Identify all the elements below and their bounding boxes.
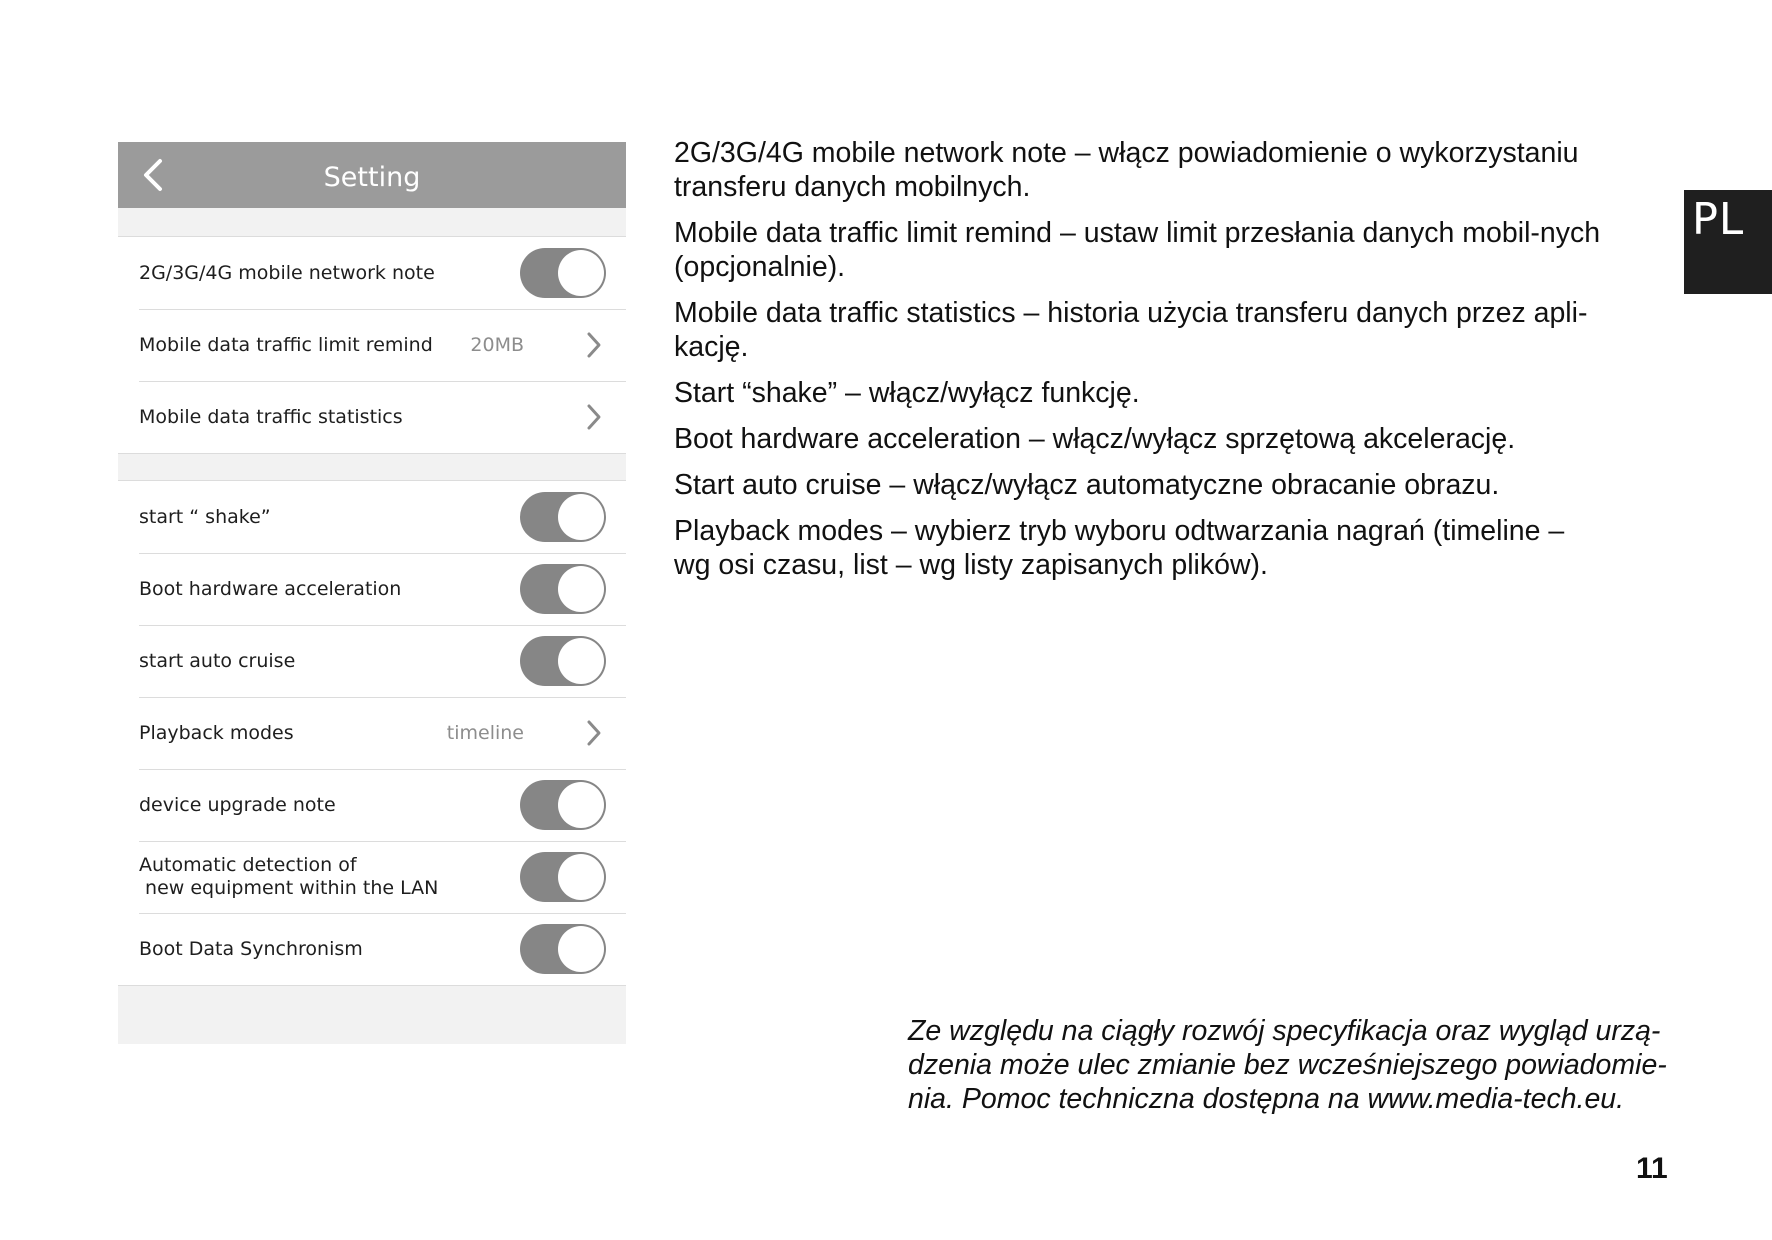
- settings-group-network: [118, 236, 626, 454]
- toggle-knob: [558, 926, 604, 972]
- toggle-knob: [558, 782, 604, 828]
- toggle-knob: [558, 250, 604, 296]
- language-tab: [1684, 190, 1772, 294]
- settings-screen: [118, 142, 626, 1044]
- setting-label: Playback modes: [139, 722, 294, 744]
- data-sync-toggle[interactable]: [520, 924, 606, 974]
- setting-value: timeline: [446, 722, 524, 744]
- setting-row-shake: [118, 481, 626, 553]
- chevron-right-icon: [584, 330, 604, 360]
- settings-group-device: [118, 480, 626, 986]
- lan-detection-toggle[interactable]: [520, 852, 606, 902]
- toggle-knob: [558, 638, 604, 684]
- description-paragraph: Start “shake” – włącz/wyłącz funkcję.: [674, 377, 1140, 409]
- chevron-right-icon: [584, 402, 604, 432]
- setting-row-traffic-statistics[interactable]: [118, 381, 626, 453]
- toggle-knob: [558, 494, 604, 540]
- description-paragraph: Playback modes – wybierz tryb wyboru odtwarzania nagrań (timeline – wg osi czasu, list – wg listy zapisanych plików).: [674, 515, 1565, 581]
- setting-label: Automatic detection of new equipment within the LAN: [139, 854, 439, 899]
- setting-label: device upgrade note: [139, 794, 336, 816]
- setting-row-playback-modes[interactable]: [118, 697, 626, 769]
- description-paragraph: Boot hardware acceleration – włącz/wyłącz sprzętową akcelerację.: [674, 423, 1516, 455]
- shake-toggle[interactable]: [520, 492, 606, 542]
- toggle-knob: [558, 566, 604, 612]
- setting-label: start auto cruise: [139, 650, 296, 672]
- setting-label: Mobile data traffic limit remind: [139, 334, 433, 356]
- description-paragraph: Mobile data traffic statistics – historia użycia transferu danych przez apli-kację.: [674, 297, 1588, 363]
- upgrade-note-toggle[interactable]: [520, 780, 606, 830]
- description-paragraph: Mobile data traffic limit remind – ustaw limit przesłania danych mobil-nych (opcjonalnie).: [674, 217, 1601, 283]
- description-paragraph: Start auto cruise – włącz/wyłącz automatyczne obracanie obrazu.: [674, 469, 1500, 501]
- setting-row-hw-acceleration: [118, 553, 626, 625]
- settings-header: [118, 142, 626, 208]
- description-paragraph: 2G/3G/4G mobile network note – włącz powiadomienie o wykorzystaniu transferu danych mobilnych.: [674, 137, 1579, 203]
- auto-cruise-toggle[interactable]: [520, 636, 606, 686]
- setting-row-upgrade-note: [118, 769, 626, 841]
- setting-label: Boot Data Synchronism: [139, 938, 363, 960]
- disclaimer-note: Ze względu na ciągły rozwój specyfikacja oraz wygląd urzą-dzenia może ulec zmianie bez wcześniejszego powiadomie-nia. Pomoc techniczna dostępna na www.media-tech.eu.: [908, 1015, 1667, 1115]
- settings-title: Setting: [323, 162, 421, 193]
- setting-label: Boot hardware acceleration: [139, 578, 402, 600]
- setting-row-data-sync: [118, 913, 626, 985]
- setting-row-network-note: [118, 237, 626, 309]
- setting-label: 2G/3G/4G mobile network note: [139, 262, 435, 284]
- setting-row-lan-detection: [118, 841, 626, 913]
- setting-row-auto-cruise: [118, 625, 626, 697]
- setting-label: Mobile data traffic statistics: [139, 406, 403, 428]
- feature-descriptions: [674, 136, 1608, 594]
- page-number: 11: [1636, 1152, 1668, 1185]
- hw-acceleration-toggle[interactable]: [520, 564, 606, 614]
- network-note-toggle[interactable]: [520, 248, 606, 298]
- language-code: PL: [1692, 194, 1745, 245]
- setting-row-traffic-limit[interactable]: [118, 309, 626, 381]
- setting-label: start “ shake”: [139, 506, 271, 528]
- chevron-right-icon: [584, 718, 604, 748]
- toggle-knob: [558, 854, 604, 900]
- setting-value: 20MB: [470, 334, 524, 356]
